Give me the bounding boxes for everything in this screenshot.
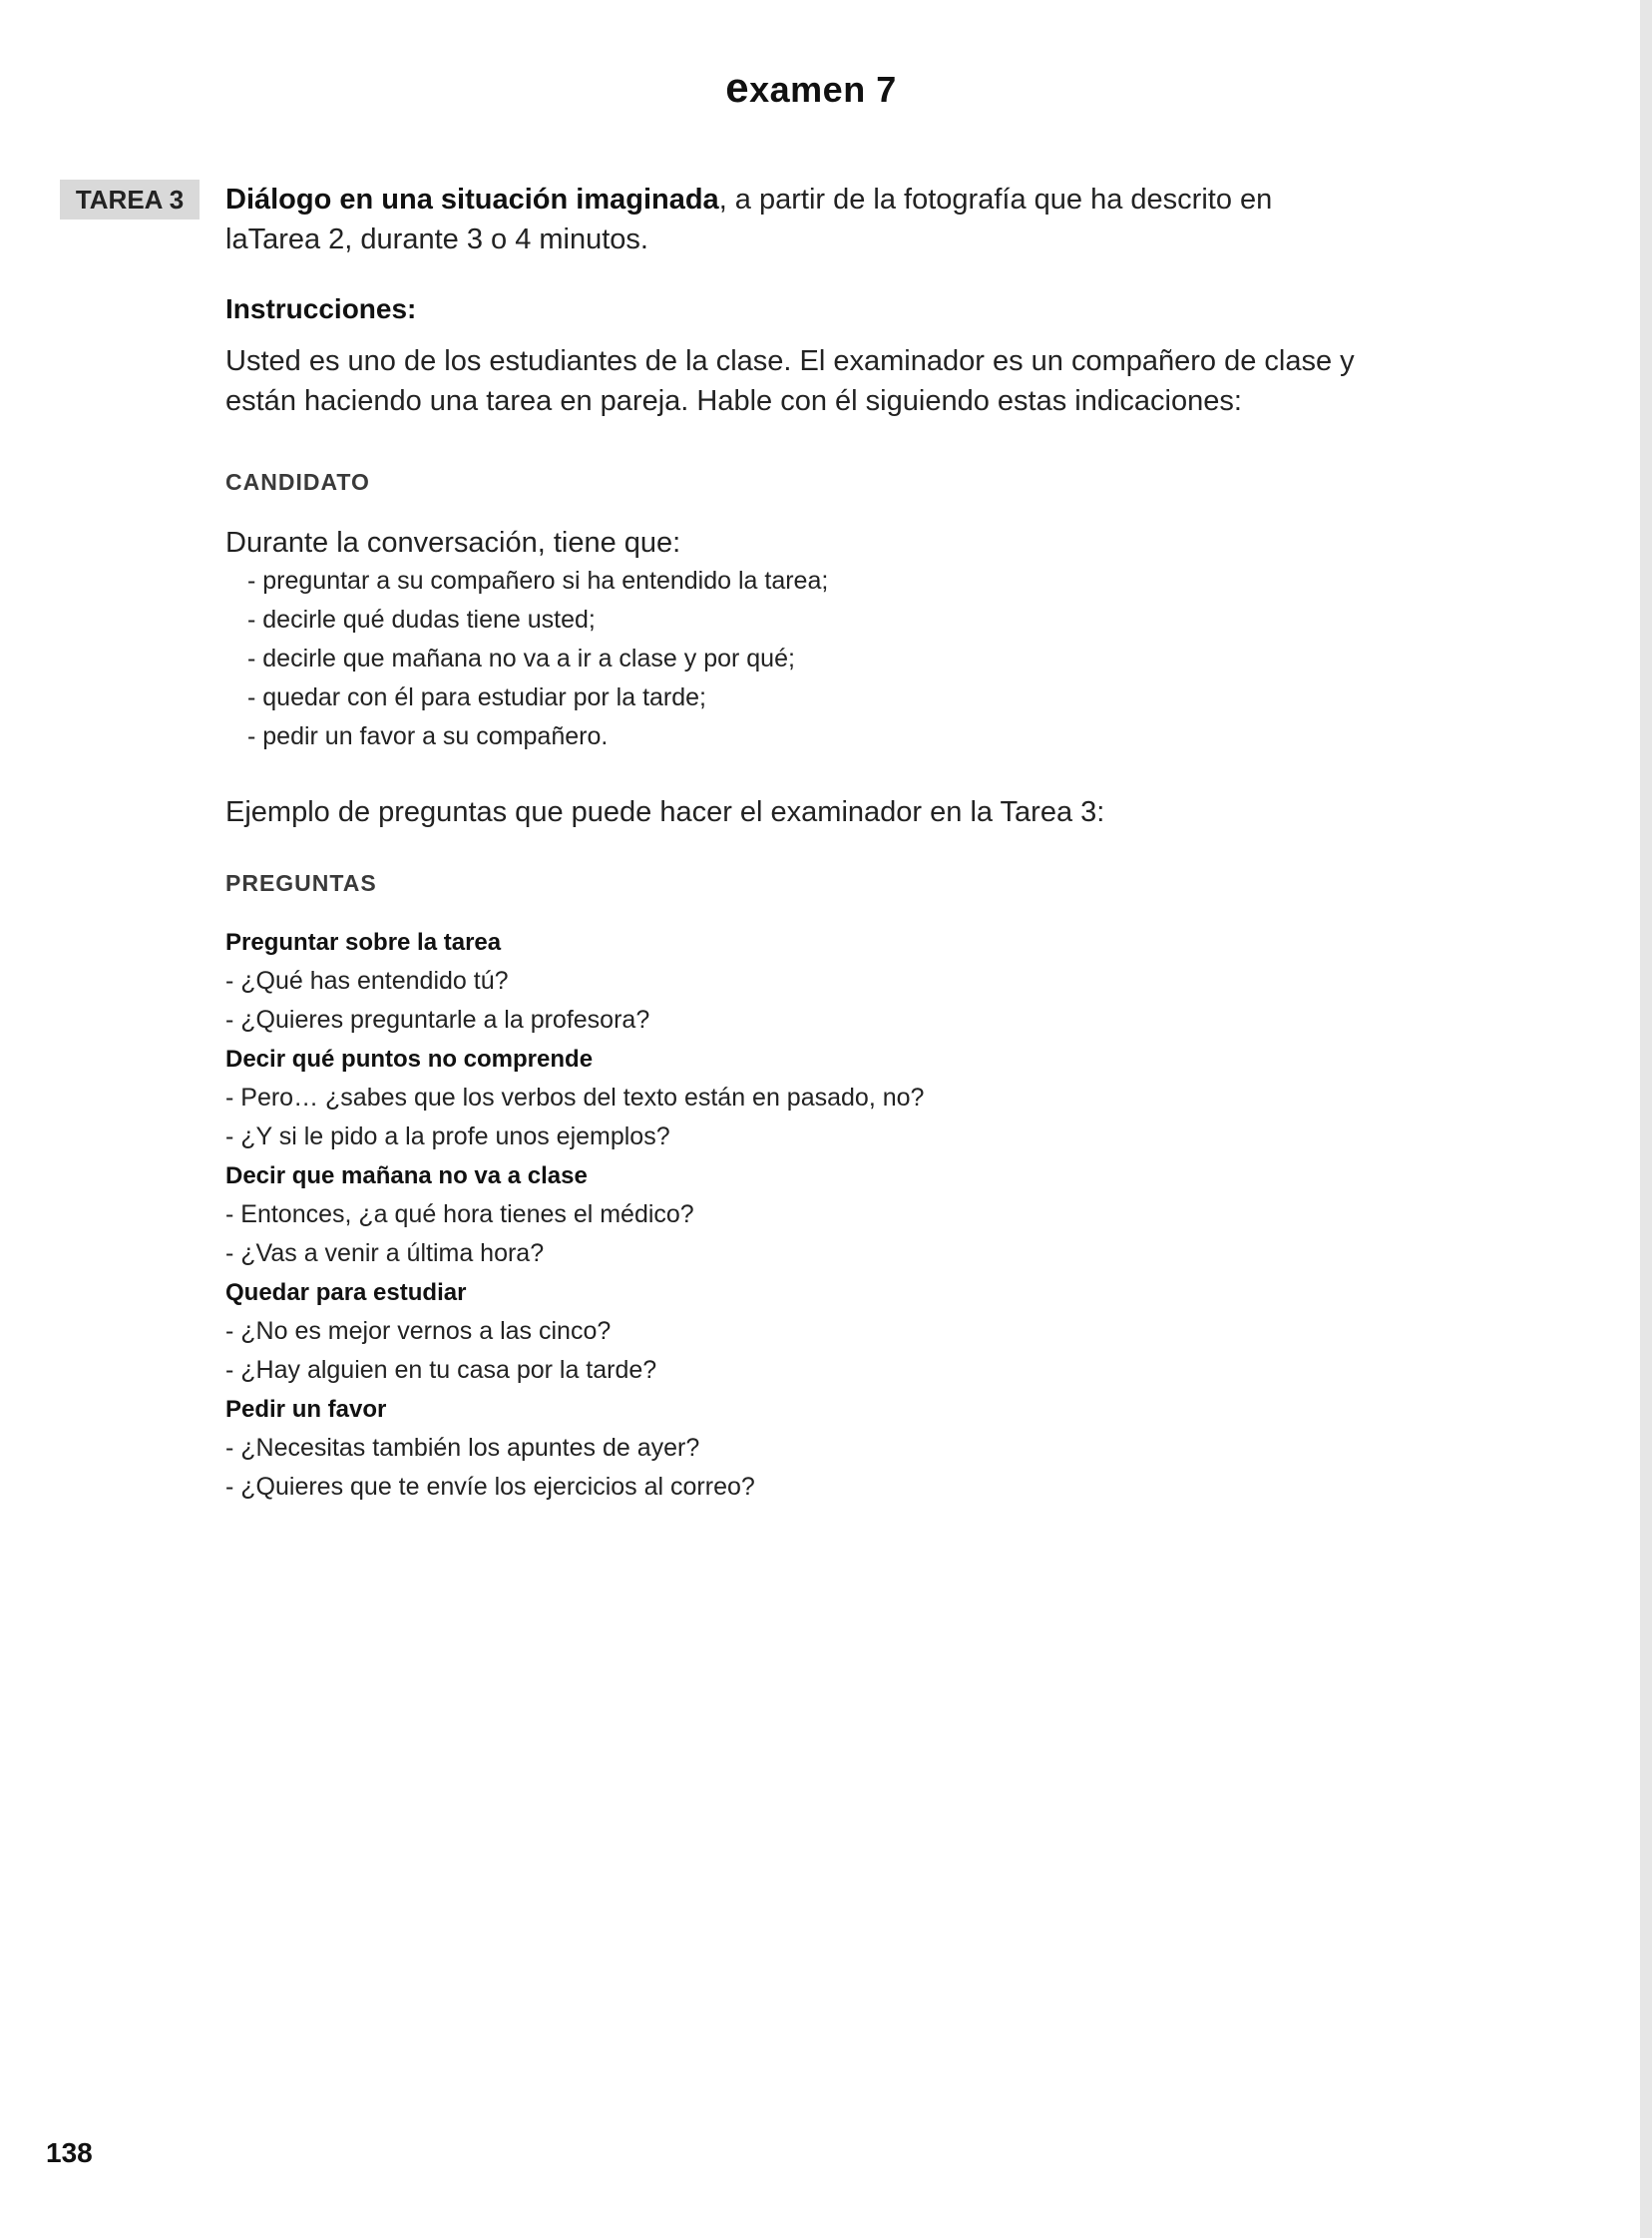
task-intro-rest: , a partir de la fotografía que ha descrito en laTarea 2, durante 3 o 4 minutos. (225, 184, 1273, 255)
page-number: 138 (46, 2137, 93, 2168)
question-line: - ¿Necesitas también los apuntes de ayer? (225, 1434, 700, 1462)
page-title-rest: xamen 7 (749, 69, 897, 111)
tarea-label: TAREA 3 (60, 180, 200, 220)
page-edge-shadow (1640, 0, 1652, 2238)
question-line: - ¿Quieres que te envíe los ejercicios al correo? (225, 1473, 755, 1501)
instructions-body: Usted es uno de los estudiantes de la clase. El examinador es un compañero de clase y están haciendo una tarea en pareja. Hable con él siguiendo estas indicaciones: (225, 345, 1355, 417)
question-group (225, 1273, 1373, 1390)
question-group (225, 1390, 1373, 1507)
question-group-title: Quedar para estudiar (225, 1279, 467, 1306)
instructions-heading: Instrucciones: (225, 293, 417, 324)
question-group-title: Decir que mañana no va a clase (225, 1162, 588, 1189)
question-group (225, 923, 1373, 1040)
question-line: - ¿Y si le pido a la profe unos ejemplos? (225, 1122, 670, 1150)
question-group-title: Preguntar sobre la tarea (225, 929, 502, 956)
candidato-task-item: - pedir un favor a su compañero. (247, 722, 609, 750)
question-group-title: Pedir un favor (225, 1396, 387, 1423)
question-line: - ¿Quieres preguntarle a la profesora? (225, 1006, 650, 1034)
question-line: - Pero… ¿sabes que los verbos del texto están en pasado, no? (225, 1084, 925, 1112)
preguntas-heading: PREGUNTAS (225, 870, 377, 896)
task-content (225, 180, 1373, 1507)
question-group (225, 1156, 1373, 1273)
task-intro (225, 180, 1373, 259)
page-title-first-letter: e (725, 64, 750, 112)
candidato-task-list (225, 562, 1373, 756)
candidato-lead: Durante la conversación, tiene que: (225, 527, 681, 559)
candidato-task-item: - decirle qué dudas tiene usted; (247, 606, 596, 634)
candidato-task-item: - quedar con él para estudiar por la tarde; (247, 683, 706, 711)
candidato-task-item: - decirle que mañana no va a ir a clase y por qué; (247, 645, 795, 672)
question-line: - ¿No es mejor vernos a las cinco? (225, 1317, 612, 1345)
page-title (0, 64, 1622, 112)
ejemplo-text: Ejemplo de preguntas que puede hacer el examinador en la Tarea 3: (225, 796, 1105, 828)
candidato-task-item: - preguntar a su compañero si ha entendido la tarea; (247, 567, 829, 595)
question-groups (225, 923, 1373, 1507)
question-line: - ¿Qué has entendido tú? (225, 967, 509, 995)
candidato-heading: CANDIDATO (225, 469, 370, 495)
question-group-title: Decir qué puntos no comprende (225, 1046, 594, 1073)
task-intro-bold: Diálogo en una situación imaginada (225, 184, 719, 216)
question-group (225, 1040, 1373, 1156)
question-line: - Entonces, ¿a qué hora tienes el médico? (225, 1200, 694, 1228)
question-line: - ¿Vas a venir a última hora? (225, 1239, 545, 1267)
question-line: - ¿Hay alguien en tu casa por la tarde? (225, 1356, 657, 1384)
